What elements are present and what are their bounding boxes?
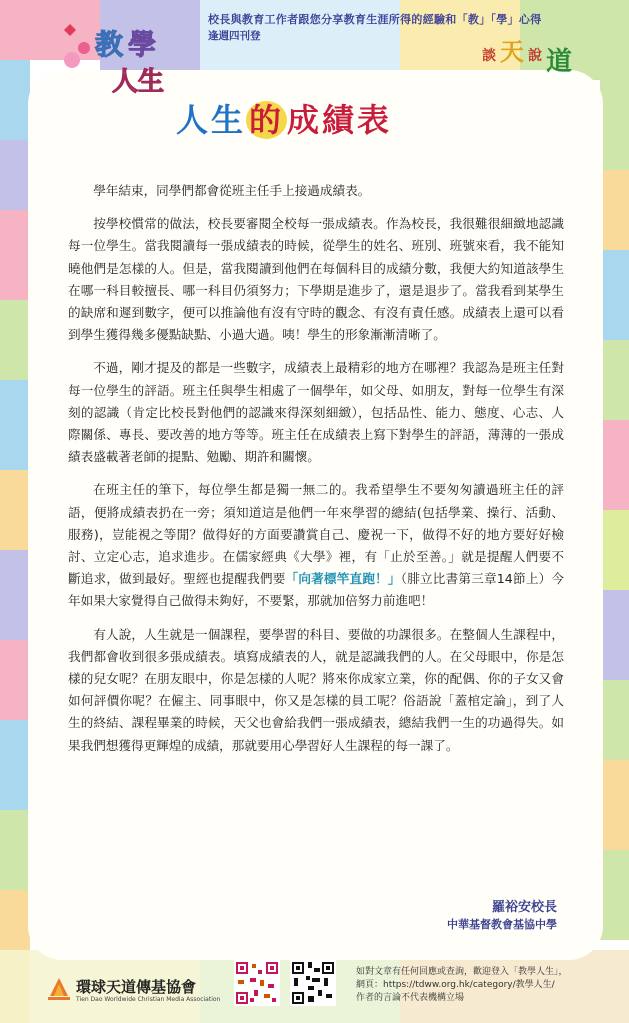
paragraph-4 <box>68 479 564 612</box>
paragraph-3: 不過，剛才提及的都是一些數字，成績表上最精彩的地方在哪裡？我認為是班主任對每一位學生的評語。班主任與學生相處了一個學年，如父母、如朋友，對每一位學生有深刻的認識（肯定比校長對他們的認識來得深刻細緻），包括品性、能力、態度、心志、人際關係、專長、要改善的地方等等。班主任在成績表上寫下對學生的評語，薄薄的一張成績表盛載著老師的提點、勉勵、期許和關懷。 <box>68 360 564 465</box>
author-school: 中華基督教會基協中學 <box>447 918 557 931</box>
paragraph-4-after: （腓立比書第三章14節上）今年如果大家覺得自己做得未夠好，不要緊，那就加倍努力前進吧！ <box>68 571 565 609</box>
logo-char-1: 教 <box>95 28 124 61</box>
org-name-en: Tien Dao Worldwide Christian Media Association <box>76 996 221 1003</box>
svg-text:說: 說 <box>528 48 542 64</box>
org-name: 環球天道傳基協會 <box>76 978 197 996</box>
article-title <box>176 95 392 141</box>
logo-char-3: 人生 <box>112 67 165 97</box>
qr-code-icon[interactable] <box>290 960 336 1006</box>
bible-verse: 「向著標竿直跑！」 <box>285 571 401 587</box>
footer-info-link[interactable]: 網頁：https://tdww.org.hk/category/教學人生/ <box>356 980 555 990</box>
paragraph-2: 按學校慣常的做法，校長要審閱全校每一張成績表。作為校長，我很難很細緻地認識每一位學生。當我閱讀每一張成績表的時候，從學生的姓名、班別、班號來看，我不能知曉他們是怎樣的人。但是，當我閱讀到他們在每個科目的成績分數，我便大約知道該學生在哪一科目較擅長、哪一科目仍須努力；下學期是進步了，還是退步了。當我看到某學生的缺席和遲到數字，便可以推論他有沒有守時的觀念、有沒有責任感。成績表上還可以看到學生獲得幾多優點缺點、小過大過。咦！學生的形象漸漸清晰了。 <box>68 216 564 343</box>
logo-heart-icon <box>64 52 80 68</box>
title-part-3: 成績表 <box>287 101 393 139</box>
globe-icon <box>46 976 72 1002</box>
title-part-2: 的 <box>246 101 287 139</box>
svg-text:道: 道 <box>546 47 573 77</box>
paragraph-4-before: 在班主任的筆下，每位學生都是獨一無二的。我希望學生不要匆匆讀過班主任的評語，便將成績表扔在一旁；須知道這是他們一年來學習的總結(包括學業、操行、活動、服務)，豈能視之等閒？做得好的方面要讚賞自己、慶祝一下，做得不好的地方要好好檢討、立定心志，追求進步。在儒家經典《大學》裡，有「止於至善。」就是提醒人們要不斷追求，做到最好。聖經也提醒我們要 <box>68 482 564 587</box>
svg-text:談: 談 <box>482 48 496 64</box>
logo-char-2: 學 <box>128 28 157 61</box>
header-tagline: 校長與教育工作者跟您分享教育生涯所得的經驗和「教」「學」心得 <box>208 13 542 26</box>
paragraph-1: 學年結束，同學們都會從班主任手上接過成績表。 <box>93 183 371 198</box>
org-logo <box>46 974 226 1006</box>
jiaoxue-rensheng-logo <box>60 18 190 98</box>
header-schedule: 逢週四刊登 <box>208 30 261 42</box>
article-body <box>68 180 564 768</box>
footer-info <box>356 966 596 1005</box>
tantian-shuodao-logo <box>478 30 588 80</box>
footer-info-line-3: 作者的言論不代表機構立場 <box>356 993 465 1003</box>
svg-text:天: 天 <box>500 37 524 66</box>
author-name: 羅裕安校長 <box>491 900 557 915</box>
title-part-1: 人生 <box>176 101 247 139</box>
qr-code-icon[interactable] <box>234 960 280 1006</box>
footer-info-line-1: 如對文章有任何回應或查詢，歡迎登入「教學人生」， <box>356 967 568 977</box>
paragraph-5: 有人說，人生就是一個課程，要學習的科目、要做的功課很多。在整個人生課程中，我們都會收到很多張成績表。填寫成績表的人，就是認識我們的人。在父母眼中，你是怎樣的兒女呢？在朋友眼中，你是怎樣的人呢？將來你成家立業，你的配偶、你的子女又會如何評價你呢？在僱主、同事眼中，你又是怎樣的員工呢？俗語說「蓋棺定論」，到了人生的終結、課程畢業的時候，天父也會給我們一張成績表，總結我們一生的功過得失。如果我們想獲得更輝煌的成績，那就要用心學習好人生課程的每一課了。 <box>68 626 564 753</box>
